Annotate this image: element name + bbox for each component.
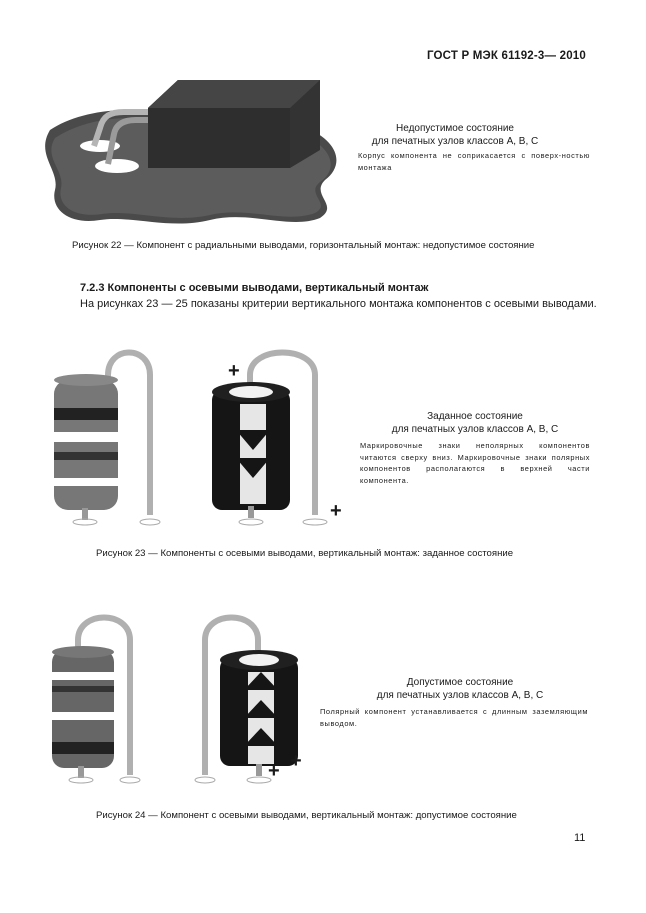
polarity-plus-top: + bbox=[228, 360, 240, 382]
figure-23-caption: Рисунок 23 — Компоненты с осевыми выводами, вертикальный монтаж: заданное состояние bbox=[96, 548, 514, 559]
fig24-state-subtitle: для печатных узлов классов A, B, C bbox=[376, 690, 544, 701]
polarity-plus-bottom: + bbox=[330, 500, 342, 522]
polarity-plus-left: + bbox=[268, 760, 280, 782]
figure-22-illustration bbox=[40, 70, 380, 230]
fig23-state-title: Заданное состояние bbox=[427, 411, 523, 422]
solder-pad bbox=[95, 159, 139, 173]
fig23-state-subtitle: для печатных узлов классов A, B, C bbox=[391, 424, 559, 435]
fig24-state-title: Допустимое состояние bbox=[406, 677, 514, 688]
fig23-note: Маркировочные знаки неполярных компонентов читаются сверху вниз. Маркировочные знаки полярных компонентов располагаются в верхней части компонента. bbox=[360, 441, 590, 485]
resistor-body bbox=[54, 380, 118, 510]
fig22-state-title: Недопустимое состояние bbox=[396, 123, 514, 134]
figure-24-illustration bbox=[40, 610, 360, 790]
fig22-note: Корпус компонента не соприкасается с поверх-ностью монтажа bbox=[358, 151, 590, 172]
section-heading: 7.2.3 Компоненты с осевыми выводами, вертикальный монтаж bbox=[80, 282, 429, 294]
figure-22-caption: Рисунок 22 — Компонент с радиальными выводами, горизонтальный монтаж: недопустимое состояние bbox=[72, 240, 535, 251]
fig22-state-subtitle: для печатных узлов классов A, B, C bbox=[371, 136, 539, 147]
document-header: ГОСТ Р МЭК 61192-3— 2010 bbox=[426, 50, 586, 62]
page-number: 11 bbox=[574, 832, 586, 844]
figure-23-illustration bbox=[40, 340, 360, 530]
section-intro: На рисунках 23 — 25 показаны критерии вертикального монтажа компонентов с осевыми выводами. bbox=[80, 298, 597, 310]
figure-24-caption: Рисунок 24 — Компонент с осевыми выводами, вертикальный монтаж: допустимое состояние bbox=[96, 810, 517, 821]
fig24-note: Полярный компонент устанавливается с длинным заземляющим выводом. bbox=[320, 707, 588, 728]
polarity-plus-right: + bbox=[290, 750, 302, 772]
